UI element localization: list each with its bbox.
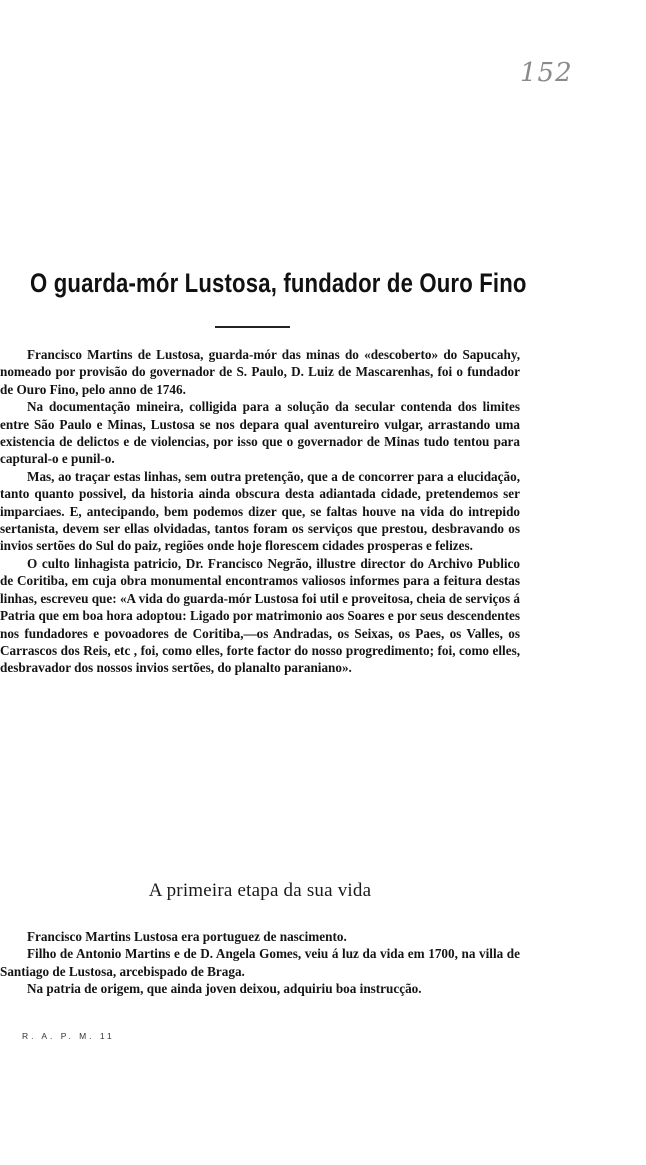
section-heading: A primeira etapa da sua vida [148, 880, 372, 901]
chapter-title: O guarda-mór Lustosa, fundador de Ouro Fino [30, 268, 527, 298]
paragraph: Filho de Antonio Martins e de D. Angela Gomes, veiu á luz da vida em 1700, na villa de Santiago de Lustosa, arcebispado de Braga. [0, 946, 520, 979]
paragraph: Francisco Martins de Lustosa, guarda-mór das minas do «descoberto» do Sapucahy, nomeado por provisão do governador de S. Paulo, D. Luiz de Mascarenhas, foi o fundador de Ouro Fino, pelo anno de 1746. [0, 347, 520, 397]
signature-mark: R. A. P. M. 11 [22, 1031, 115, 1041]
title-divider [215, 326, 290, 328]
paragraph: Mas, ao traçar estas linhas, sem outra pretenção, que a de concorrer para a elucidação, tanto quanto possivel, da historia ainda obscura desta adiantada cidade, pretendemos ser imparciaes. E, antecipando, bem podemos dizer que, se faltas houve na vida do intrepido sertanista, devem ser ellas olvidadas, tantos foram os serviços que prestou, desbravando os invios sertões do Sul do paiz, regiões onde hoje florescem cidades prosperas e felizes. [0, 468, 520, 554]
section-2-body [0, 928, 520, 998]
paragraph: O culto linhagista patricio, Dr. Francisco Negrão, illustre director do Archivo Publico de Coritiba, em cuja obra monumental encontramos valiosos informes para a feitura destas linhas, escreveu que: «A vida do guarda-mór Lustosa foi util e proveitosa, cheia de serviços á Patria que em boa hora adoptou: Ligado por matrimonio aos Soares e por seus descendentes nos fundadores e povoadores de Coritiba,—os Andradas, os Seixas, os Paes, os Valles, os Carrascos dos Reis, etc , foi, como elles, forte factor do nosso progredimento; foi, como elles, desbravador dos nossos invios sertões, do planalto paraniano». [0, 555, 520, 676]
paragraph: Francisco Martins Lustosa era portuguez de nascimento. [27, 929, 347, 944]
page-number: 152 [520, 58, 573, 88]
section-1-body [0, 346, 520, 677]
paragraph: Na patria de origem, que ainda joven deixou, adquiriu boa instrucção. [27, 981, 422, 997]
paragraph: Na documentação mineira, colligida para a solução da secular contenda dos limites entre São Paulo e Minas, Lustosa se nos depara qual aventureiro vulgar, arrastando uma existencia de delictos e de violencias, por isso que o governador de Minas tudo tentou para captural-o e punil-o. [0, 399, 520, 467]
